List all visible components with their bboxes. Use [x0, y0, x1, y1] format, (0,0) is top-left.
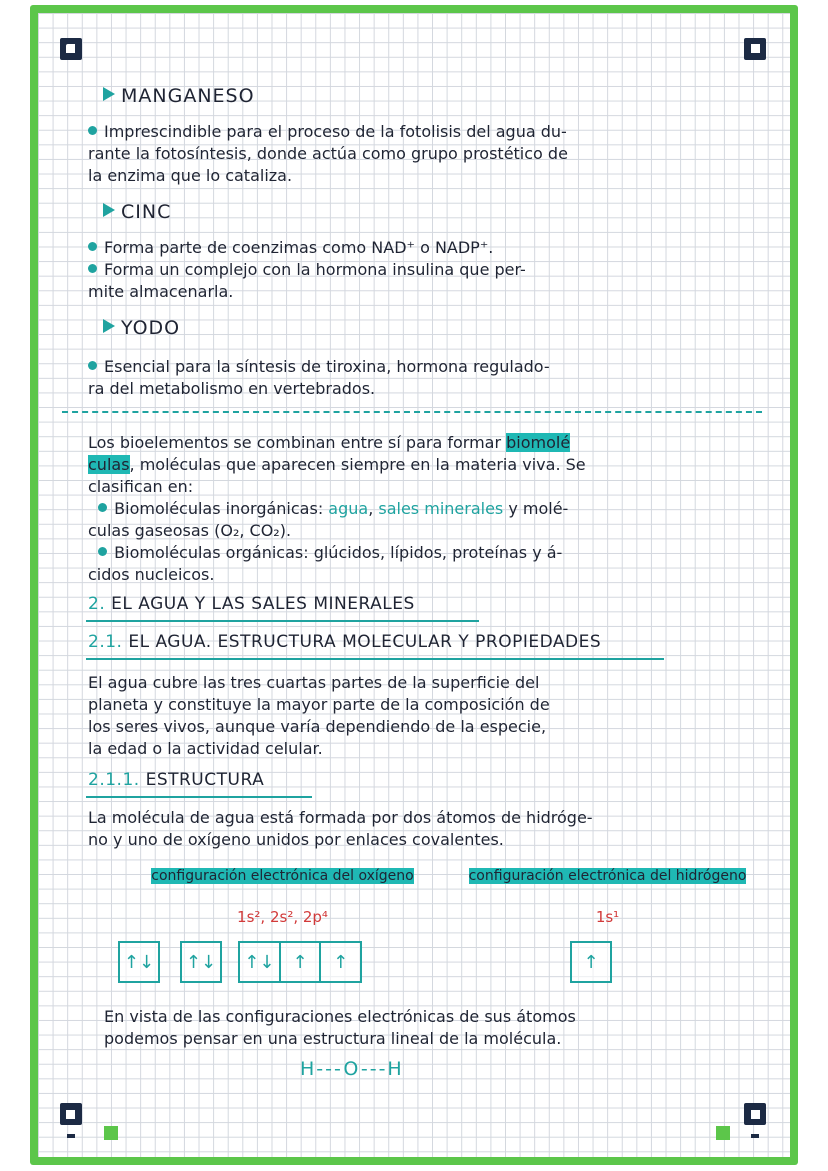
heading-yodo: YODO	[103, 317, 180, 339]
heading-cinc: CINC	[103, 201, 171, 223]
green-square-icon	[104, 1126, 118, 1140]
orbital-box-2p	[238, 941, 362, 983]
heading-underline	[86, 796, 312, 798]
config-oxygen-value: 1s², 2s², 2p⁴	[237, 908, 328, 926]
dash-mark-icon	[67, 1134, 75, 1138]
config-oxygen-title: configuración electrónica del oxígeno	[151, 868, 414, 884]
config-hydrogen-value: 1s¹	[595, 908, 620, 926]
orbital-box-1s	[118, 941, 160, 983]
green-square-icon	[716, 1126, 730, 1140]
section-heading-2-1-1: 2.1.1. ESTRUCTURA	[88, 770, 265, 790]
bullet-icon	[88, 361, 97, 370]
yodo-paragraph: Esencial para la síntesis de tiroxina, hormona regulado- ra del metabolismo en vertebrados.	[88, 357, 550, 398]
triangle-bullet-icon	[103, 87, 115, 101]
triangle-bullet-icon	[103, 319, 115, 333]
orbital-box-h-1s	[570, 941, 612, 983]
orbital-cell: ↑↓	[240, 943, 281, 981]
bullet-icon	[98, 503, 107, 512]
triangle-bullet-icon	[103, 203, 115, 217]
corner-mark-icon	[60, 38, 82, 60]
config-hydrogen-title: configuración electrónica del hidrógeno	[468, 868, 747, 884]
bullet-icon	[88, 126, 97, 135]
estructura-paragraph: La molécula de agua está formada por dos átomos de hidróge- no y uno de oxígeno unidos por enlaces covalentes.	[88, 808, 593, 849]
heading-manganeso: MANGANESO	[103, 85, 255, 107]
conclusion-paragraph: En vista de las configuraciones electrónicas de sus átomos podemos pensar en una estructura lineal de la molécula.	[104, 1007, 576, 1048]
orbital-box-2s	[180, 941, 222, 983]
bullet-icon	[98, 547, 107, 556]
water-linear-formula: H---O---H	[300, 1058, 404, 1080]
agua-paragraph: El agua cubre las tres cuartas partes de la superficie del planeta y constituye la mayor parte de la composición de los seres vivos, aunque varía dependiendo de la especie, la edad o la actividad celular.	[88, 673, 550, 758]
orbital-cell: ↑	[281, 943, 322, 981]
orbital-cell: ↑	[333, 951, 349, 973]
heading-underline	[86, 658, 664, 660]
bullet-icon	[88, 242, 97, 251]
section-divider	[62, 411, 762, 413]
cinc-paragraph: Forma parte de coenzimas como NAD⁺ o NADP⁺. Forma un complejo con la hormona insulina que per- mite almacenarla.	[88, 238, 526, 301]
orbital-cell: ↑↓	[123, 951, 155, 973]
corner-mark-icon	[744, 38, 766, 60]
orbital-cell: ↑	[583, 951, 599, 973]
section-heading-2: 2. EL AGUA Y LAS SALES MINERALES	[88, 594, 415, 614]
bullet-icon	[88, 264, 97, 273]
corner-mark-icon	[744, 1103, 766, 1125]
section-heading-2-1: 2.1. EL AGUA. ESTRUCTURA MOLECULAR Y PROPIEDADES	[88, 632, 602, 652]
heading-underline	[86, 620, 479, 622]
dash-mark-icon	[751, 1134, 759, 1138]
manganeso-paragraph: Imprescindible para el proceso de la fotolisis del agua du- rante la fotosíntesis, donde actúa como grupo prostético de la enzima que lo cataliza.	[88, 122, 568, 185]
orbital-cell: ↑↓	[185, 951, 217, 973]
corner-mark-icon	[60, 1103, 82, 1125]
biomoleculas-paragraph: Los bioelementos se combinan entre sí para formar biomolé culas, moléculas que aparecen siempre en la materia viva. Se clasifican en: Biomoléculas inorgánicas: agua, sales minerales y molé- culas gaseosas (O₂, CO₂). Biomoléculas orgánicas: glúcidos, lípidos, proteínas y á- cidos nucleicos.	[88, 433, 586, 584]
